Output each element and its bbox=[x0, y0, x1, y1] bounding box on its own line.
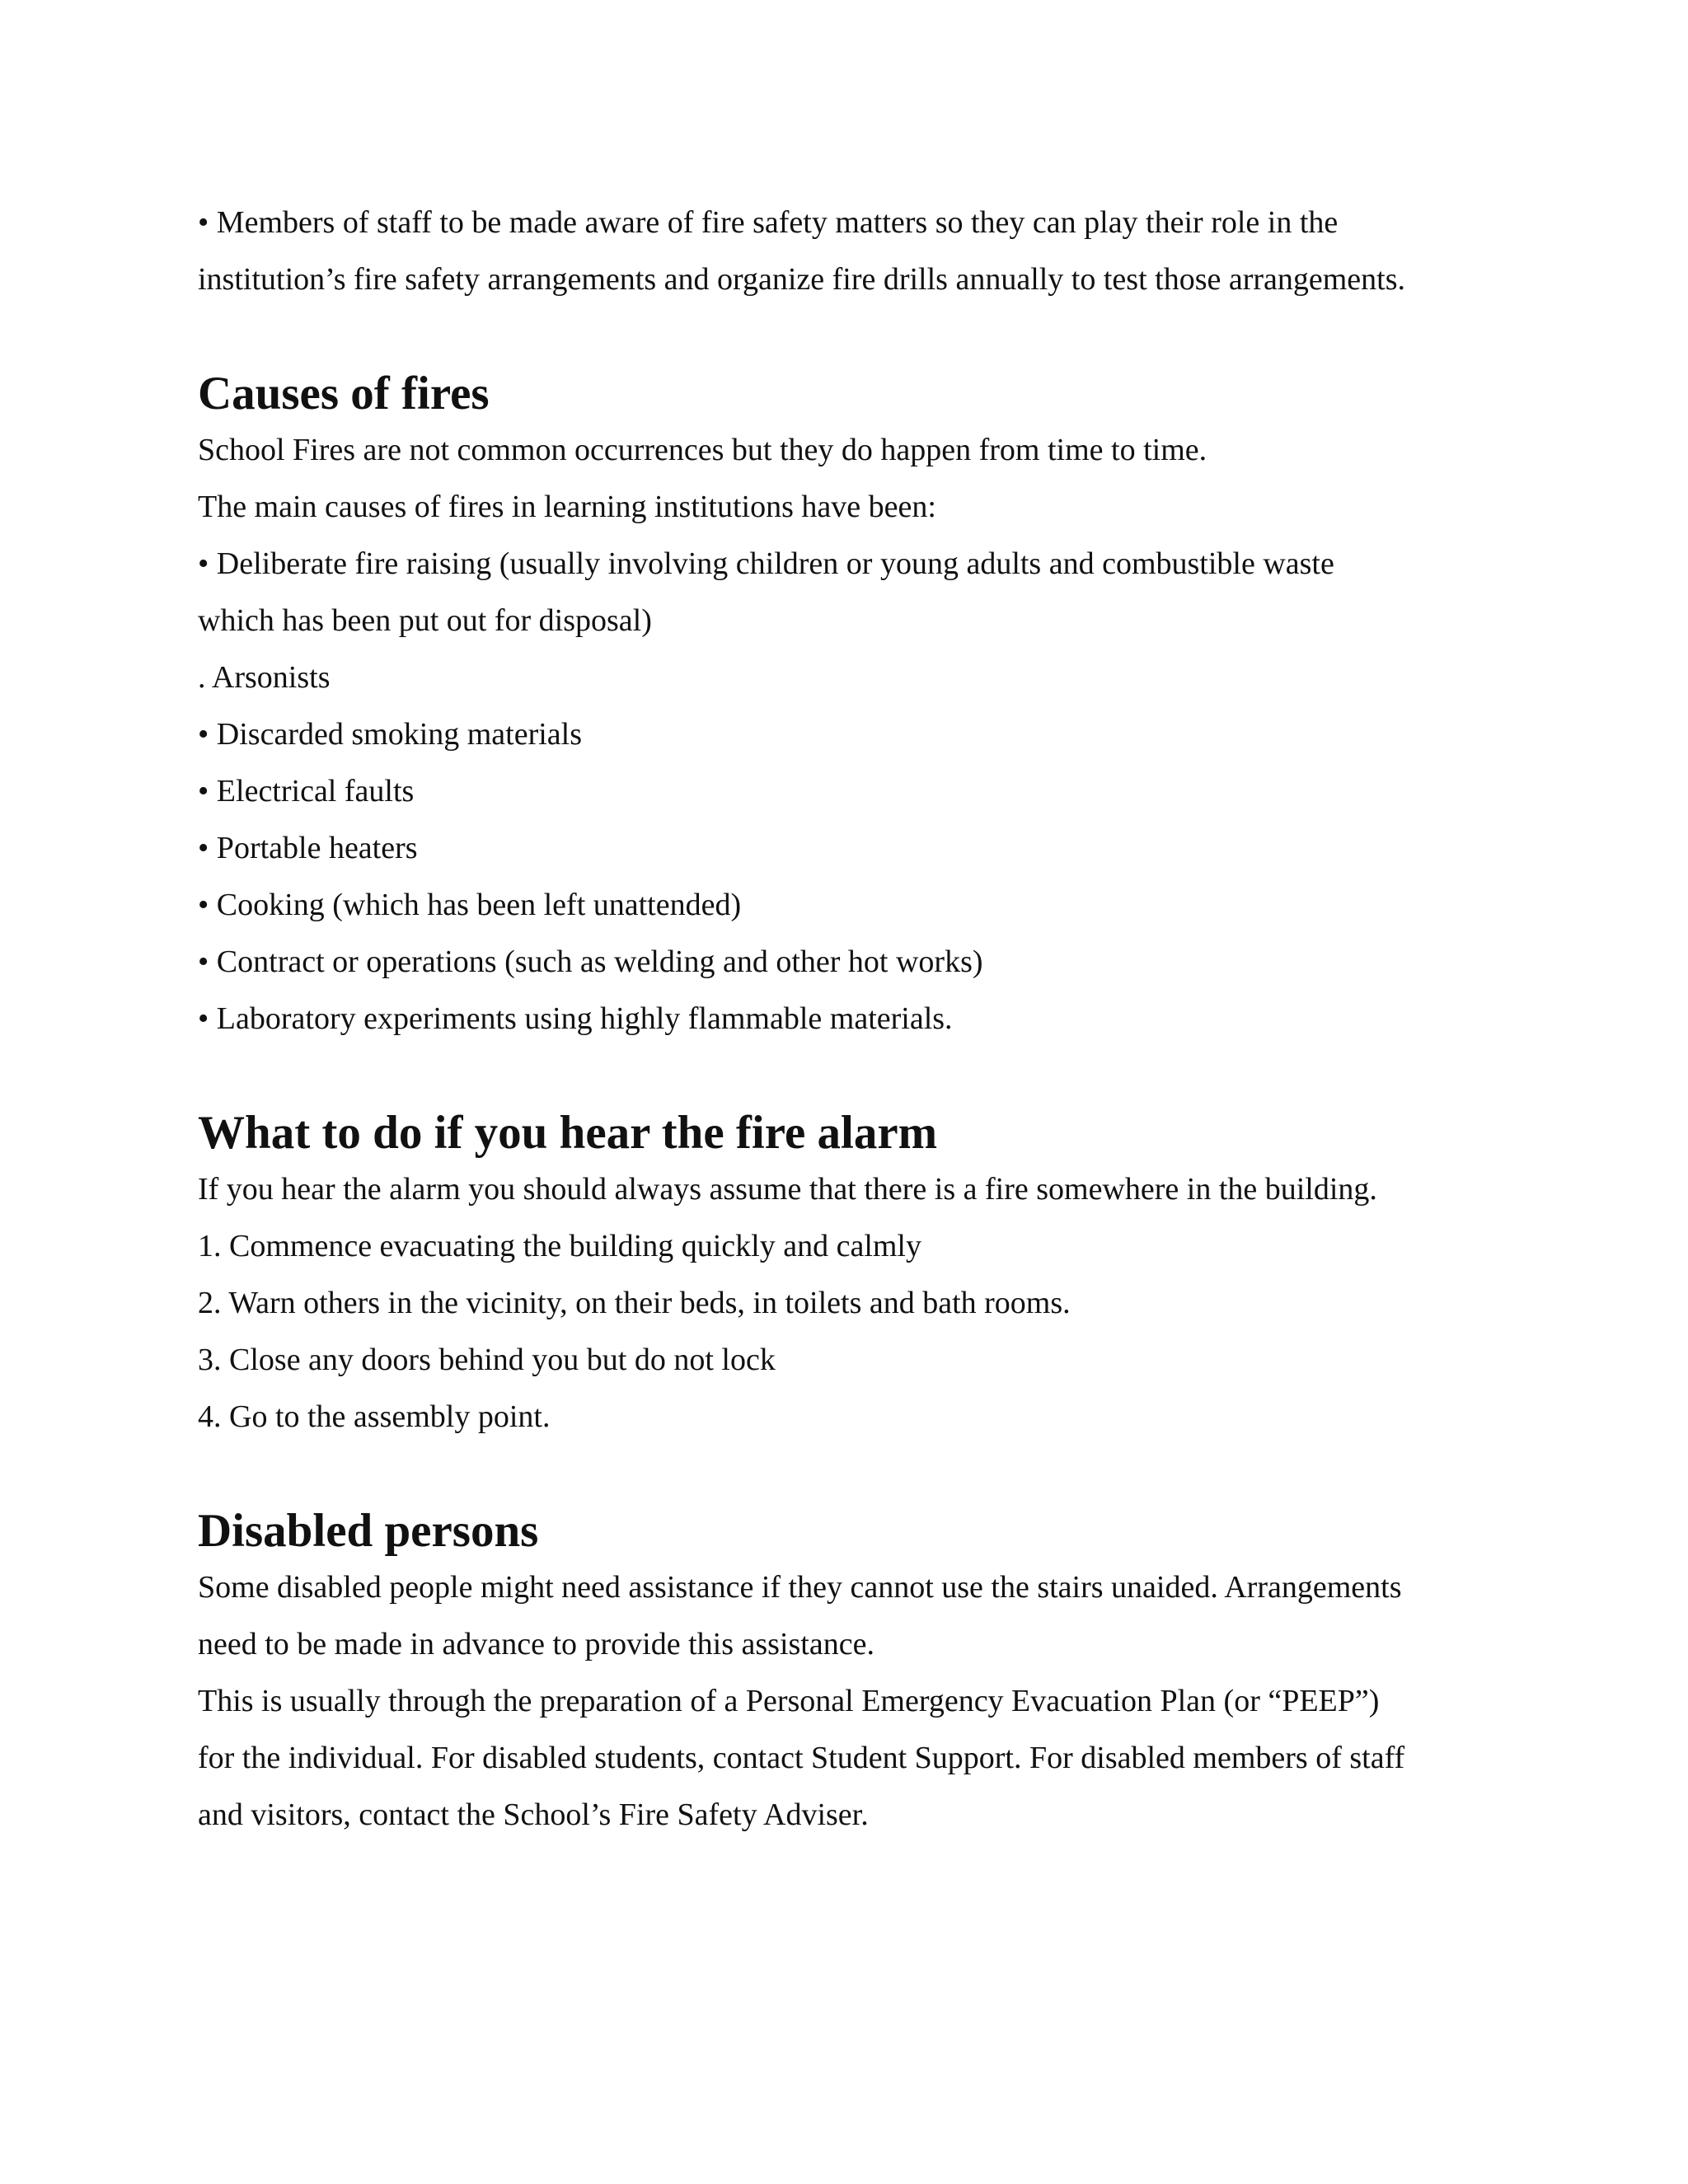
paragraph-gap bbox=[198, 1446, 1517, 1502]
causes-heading: Causes of fires bbox=[198, 368, 490, 419]
disabled-line: This is usually through the preparation of a Personal Emergency Evacuation Plan (or “PEEP”) bbox=[198, 1684, 1380, 1718]
paragraph-gap bbox=[198, 1047, 1517, 1104]
alarm-line: If you hear the alarm you should always assume that there is a fire somewhere in the building. bbox=[198, 1172, 1377, 1207]
causes-line: . Arsonists bbox=[198, 660, 331, 695]
disabled-line: and visitors, contact the School’s Fire Safety Adviser. bbox=[198, 1797, 869, 1832]
disabled-line: need to be made in advance to provide this assistance. bbox=[198, 1627, 874, 1661]
causes-line: The main causes of fires in learning institutions have been: bbox=[198, 490, 936, 524]
causes-line: • Contract or operations (such as welding and other hot works) bbox=[198, 944, 983, 979]
causes-line: • Portable heaters bbox=[198, 831, 418, 865]
disabled-line: for the individual. For disabled students, contact Student Support. For disabled members of staff bbox=[198, 1741, 1405, 1775]
disabled-heading: Disabled persons bbox=[198, 1505, 539, 1557]
causes-line: School Fires are not common occurrences but they do happen from time to time. bbox=[198, 433, 1207, 467]
alarm-line: 3. Close any doors behind you but do not lock bbox=[198, 1343, 776, 1377]
causes-line: • Discarded smoking materials bbox=[198, 717, 583, 752]
causes-line: • Deliberate fire raising (usually involving children or young adults and combustible waste bbox=[198, 546, 1334, 581]
disabled-line: Some disabled people might need assistance if they cannot use the stairs unaided. Arrangements bbox=[198, 1570, 1402, 1605]
alarm-heading: What to do if you hear the fire alarm bbox=[198, 1107, 938, 1159]
alarm-line: 4. Go to the assembly point. bbox=[198, 1399, 551, 1434]
paragraph-gap bbox=[198, 308, 1517, 365]
document-body bbox=[198, 194, 1517, 1844]
alarm-line: 2. Warn others in the vicinity, on their beds, in toilets and bath rooms. bbox=[198, 1286, 1071, 1320]
intro-line: • Members of staff to be made aware of fire safety matters so they can play their role in the bbox=[198, 205, 1339, 240]
intro-line: institution’s fire safety arrangements and organize fire drills annually to test those arrangements. bbox=[198, 262, 1406, 297]
causes-line: • Laboratory experiments using highly flammable materials. bbox=[198, 1001, 953, 1036]
causes-line: • Electrical faults bbox=[198, 774, 415, 808]
causes-line: • Cooking (which has been left unattended) bbox=[198, 888, 742, 922]
alarm-line: 1. Commence evacuating the building quickly and calmly bbox=[198, 1229, 921, 1263]
causes-line: which has been put out for disposal) bbox=[198, 603, 652, 638]
